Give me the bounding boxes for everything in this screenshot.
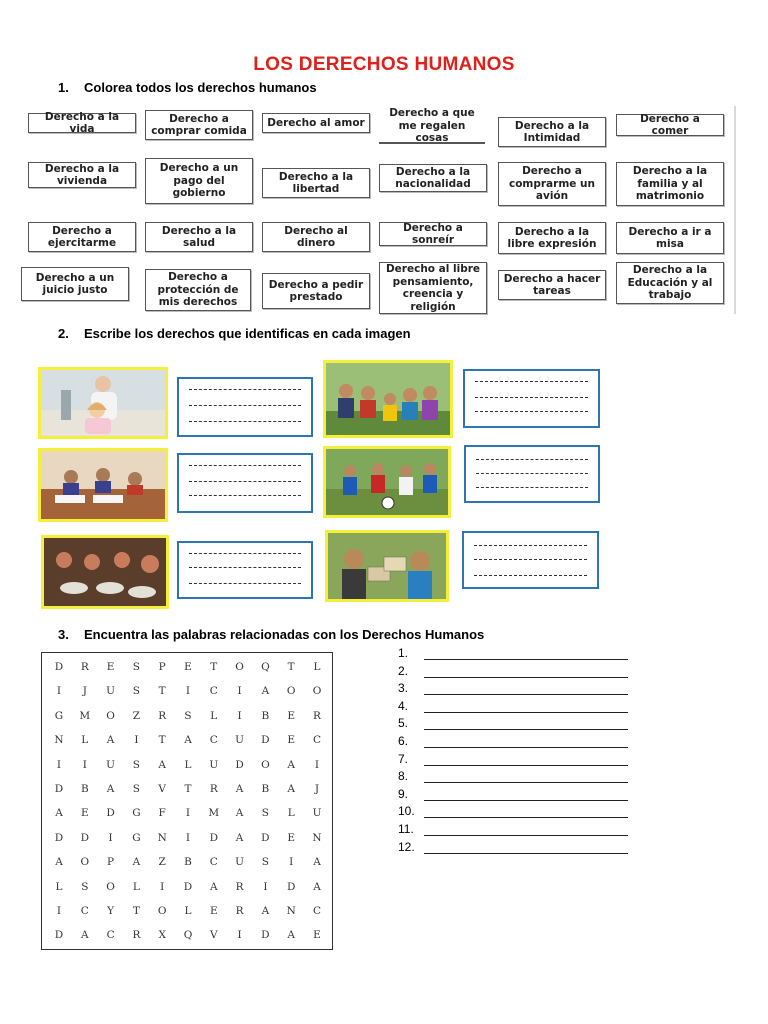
right-card[interactable]: Derecho a la Educación y al trabajo xyxy=(616,262,724,304)
word-search-letter[interactable]: O xyxy=(106,880,115,893)
answer-blank-line[interactable] xyxy=(424,677,628,678)
word-search-letter[interactable]: R xyxy=(235,880,244,893)
word-search-row xyxy=(42,685,332,709)
rights-panel xyxy=(18,106,736,314)
section-1-title xyxy=(58,80,317,95)
word-search-letter[interactable]: D xyxy=(80,831,89,844)
word-search-letter[interactable]: Y xyxy=(107,905,115,917)
answer-blank-line[interactable] xyxy=(424,782,628,783)
word-search-letter[interactable]: C xyxy=(106,929,115,942)
word-search-letter[interactable]: B xyxy=(184,856,192,869)
right-card[interactable]: Derecho a ir a misa xyxy=(616,222,724,254)
section-2-text: Escribe los derechos que identificas en cada imagen xyxy=(84,326,411,341)
answer-number: 11. xyxy=(398,822,414,836)
word-search-letter[interactable]: B xyxy=(261,709,270,722)
answer-box-6[interactable] xyxy=(462,531,599,589)
word-search-letter[interactable]: A xyxy=(106,783,115,795)
word-search-letter[interactable]: I xyxy=(56,685,62,698)
word-search-letter[interactable]: O xyxy=(157,905,167,917)
word-search-letter[interactable]: E xyxy=(313,929,321,942)
section-1-number: 1. xyxy=(58,80,69,95)
word-search-letter[interactable]: T xyxy=(184,783,192,795)
word-search-letter[interactable]: I xyxy=(314,758,320,771)
page-title: LOS DERECHOS HUMANOS xyxy=(253,54,515,75)
word-search-letter[interactable]: U xyxy=(106,685,116,698)
right-card[interactable]: Derecho al amor xyxy=(262,113,370,133)
word-search-letter[interactable]: X xyxy=(158,929,166,942)
word-search-letter[interactable]: D xyxy=(106,807,115,820)
playing-football-photo xyxy=(323,446,451,518)
word-search-letter[interactable]: L xyxy=(287,807,295,820)
word-search-letter[interactable]: N xyxy=(54,734,64,747)
word-search-letter[interactable]: Q xyxy=(183,929,193,942)
classroom-photo xyxy=(38,448,168,522)
right-card[interactable]: Derecho a la libre expresión xyxy=(498,222,606,254)
answer-number: 2. xyxy=(398,663,409,678)
answer-blank-line[interactable] xyxy=(424,817,628,818)
word-search-letter[interactable]: I xyxy=(237,929,242,942)
word-search-letter[interactable]: S xyxy=(261,856,269,869)
answer-number: 6. xyxy=(398,734,409,748)
answer-box-4[interactable] xyxy=(464,445,600,503)
right-card[interactable]: Derecho al libre pensamiento, creencia y religión xyxy=(379,262,487,314)
word-search-letter[interactable]: I xyxy=(263,880,268,893)
right-card[interactable]: Derecho a un pago del gobierno xyxy=(145,158,253,204)
word-search-row xyxy=(42,881,332,905)
section-3-number: 3. xyxy=(58,627,69,642)
word-search-letter[interactable]: L xyxy=(132,880,140,893)
word-search-letter[interactable]: D xyxy=(54,929,64,942)
word-search-letter[interactable]: E xyxy=(209,905,218,917)
word-search-row xyxy=(42,661,332,685)
word-search-letter[interactable]: L xyxy=(81,734,89,747)
word-search-letter[interactable]: M xyxy=(208,807,220,820)
word-search-letter[interactable]: U xyxy=(106,758,116,771)
answer-number: 9. xyxy=(398,786,409,801)
word-search-letter[interactable]: T xyxy=(158,734,166,747)
word-search-letter[interactable]: Z xyxy=(158,856,166,869)
word-search-letter[interactable]: I xyxy=(134,734,139,747)
right-card[interactable]: Derecho a comprar comida xyxy=(145,110,253,140)
word-search-letter[interactable]: Q xyxy=(261,661,270,673)
right-card[interactable]: Derecho a pedir prestado xyxy=(262,273,370,309)
answer-blank-line[interactable] xyxy=(424,659,628,660)
word-search-letter[interactable]: S xyxy=(132,783,140,795)
right-card[interactable]: Derecho a un juicio justo xyxy=(21,267,129,301)
section-1-text: Colorea todos los derechos humanos xyxy=(84,80,317,95)
word-search-letter[interactable]: A xyxy=(261,685,270,698)
section-2-title xyxy=(58,326,411,341)
word-search-letter[interactable]: R xyxy=(235,905,244,917)
word-search-letter[interactable]: I xyxy=(237,685,242,698)
section-3-text: Encuentra las palabras relacionadas con los Derechos Humanos xyxy=(84,627,485,642)
word-search-letter[interactable]: T xyxy=(158,685,166,698)
answer-number: 3. xyxy=(398,681,409,696)
answer-box-3[interactable] xyxy=(177,453,313,513)
word-search-letter[interactable]: L xyxy=(184,905,192,917)
word-search-letter[interactable]: P xyxy=(107,856,115,869)
word-search-letter[interactable]: B xyxy=(261,783,270,795)
word-search-letter[interactable]: T xyxy=(287,661,295,673)
answer-box-1[interactable] xyxy=(177,377,313,437)
right-card[interactable]: Derecho a sonreír xyxy=(379,222,487,246)
answer-blank-line[interactable] xyxy=(424,712,628,713)
answer-blank-line[interactable] xyxy=(424,747,628,748)
word-search-row xyxy=(42,759,332,783)
word-search-letter[interactable]: D xyxy=(286,880,296,893)
word-search-letter[interactable]: L xyxy=(55,880,63,893)
word-search-letter[interactable]: C xyxy=(209,856,218,869)
word-search-letter[interactable]: I xyxy=(56,905,62,917)
word-search-letter[interactable]: C xyxy=(209,734,218,747)
word-search-letter[interactable]: N xyxy=(312,831,322,844)
word-search-row xyxy=(42,734,332,758)
word-search-letter[interactable]: S xyxy=(184,709,192,722)
family-photo xyxy=(323,360,453,438)
word-search-row xyxy=(42,905,332,929)
word-search-letter[interactable]: O xyxy=(106,709,115,722)
word-search-letter[interactable]: A xyxy=(287,783,295,795)
word-search-letter[interactable]: N xyxy=(157,831,167,844)
word-search-letter[interactable]: Z xyxy=(132,709,141,722)
answer-blank-line[interactable] xyxy=(424,853,628,854)
right-card[interactable]: Derecho a la vida xyxy=(28,113,136,133)
word-search-letter[interactable]: C xyxy=(209,685,218,698)
word-search-letter[interactable]: A xyxy=(184,734,192,747)
word-search-letter[interactable]: D xyxy=(261,734,270,747)
word-search-letter[interactable]: R xyxy=(132,929,141,942)
word-search-letter[interactable]: V xyxy=(158,783,166,795)
word-search-letter[interactable]: D xyxy=(54,783,64,795)
word-search-letter[interactable]: S xyxy=(132,685,140,698)
right-card[interactable]: Derecho a comprarme un avión xyxy=(498,162,606,206)
word-search-letter[interactable]: I xyxy=(82,758,87,771)
answer-box-5[interactable] xyxy=(177,541,313,599)
word-search-letter[interactable]: C xyxy=(312,734,322,747)
word-search-letter[interactable]: U xyxy=(235,734,245,747)
word-search-letter[interactable]: S xyxy=(261,807,269,820)
answer-number: 8. xyxy=(398,769,409,784)
word-search-letter[interactable]: N xyxy=(286,905,296,917)
word-search-letter[interactable]: I xyxy=(56,758,62,771)
word-search-letter[interactable]: A xyxy=(313,880,321,893)
right-card[interactable]: Derecho a que me regalen cosas xyxy=(379,110,485,144)
right-card[interactable]: Derecho a la vivienda xyxy=(28,162,136,188)
word-search-row xyxy=(42,710,332,734)
answer-blank-line[interactable] xyxy=(424,835,628,836)
word-search-letter[interactable]: A xyxy=(235,807,244,820)
answer-box-2[interactable] xyxy=(463,369,600,428)
word-search-row xyxy=(42,807,332,831)
word-search-letter[interactable]: O xyxy=(312,685,322,698)
word-search-letter[interactable]: D xyxy=(235,758,244,771)
word-search-letter[interactable]: A xyxy=(261,905,270,917)
word-search-letter[interactable]: D xyxy=(261,929,270,942)
word-search-letter[interactable]: I xyxy=(237,709,242,722)
word-search-letter[interactable]: A xyxy=(106,734,115,747)
word-search-letter[interactable]: C xyxy=(312,905,322,917)
answer-blank-line[interactable] xyxy=(424,800,628,801)
word-search-letter[interactable]: C xyxy=(80,905,89,917)
word-search-letter[interactable]: S xyxy=(132,661,140,673)
word-search-letter[interactable]: D xyxy=(261,831,270,844)
word-search-letter[interactable]: I xyxy=(185,685,191,698)
word-search-letter[interactable]: A xyxy=(287,758,295,771)
answer-number: 4. xyxy=(398,698,409,713)
dentist-photo xyxy=(38,367,168,439)
word-search-letter[interactable]: E xyxy=(184,661,192,673)
right-card[interactable]: Derecho a comer xyxy=(616,114,724,136)
word-search-letter[interactable]: A xyxy=(313,856,321,869)
word-search-letter[interactable]: I xyxy=(108,831,113,844)
word-search-letter[interactable]: J xyxy=(314,783,320,795)
right-card[interactable]: Derecho a protección de mis derechos xyxy=(145,269,251,311)
word-search-letter[interactable]: D xyxy=(183,880,193,893)
answer-number: 5. xyxy=(398,716,409,731)
word-search-letter[interactable]: L xyxy=(210,709,218,722)
eating-photo xyxy=(41,535,169,609)
word-search-letter[interactable]: L xyxy=(184,758,192,771)
word-search-letter[interactable]: A xyxy=(81,929,89,942)
right-card[interactable]: Derecho a la salud xyxy=(145,222,253,252)
word-search-letter[interactable]: S xyxy=(132,758,140,771)
word-search-letter[interactable]: O xyxy=(235,661,244,673)
word-search-letter[interactable]: I xyxy=(289,856,294,869)
word-search-letter[interactable]: A xyxy=(210,880,218,893)
answer-blank-line[interactable] xyxy=(424,729,628,730)
word-search-letter[interactable]: G xyxy=(54,709,64,722)
word-search-letter[interactable]: J xyxy=(82,685,87,698)
word-search-letter[interactable]: R xyxy=(80,661,89,673)
right-card[interactable]: Derecho a la familia y al matrimonio xyxy=(616,162,724,206)
word-search-letter[interactable]: G xyxy=(132,807,141,820)
word-search-letter[interactable]: L xyxy=(313,661,321,673)
section-3-title xyxy=(58,627,484,642)
answer-blank-line[interactable] xyxy=(424,765,628,766)
word-search-row xyxy=(42,832,332,856)
word-search-letter[interactable]: O xyxy=(286,685,296,698)
word-search-letter[interactable]: B xyxy=(80,783,89,795)
section-2-number: 2. xyxy=(58,326,69,341)
answer-blank-line[interactable] xyxy=(424,694,628,695)
word-search-row xyxy=(42,783,332,807)
word-search-letter[interactable]: R xyxy=(313,709,321,722)
word-search-letter[interactable]: A xyxy=(158,758,166,771)
word-search-letter[interactable]: U xyxy=(209,758,219,771)
word-search-letter[interactable]: O xyxy=(261,758,270,771)
word-search-letter[interactable]: I xyxy=(160,880,165,893)
word-search-letter[interactable]: E xyxy=(80,807,89,820)
word-search-letter[interactable]: D xyxy=(209,831,218,844)
answer-number: 7. xyxy=(398,751,409,766)
word-search-letter[interactable]: R xyxy=(209,783,218,795)
word-search-letter[interactable]: U xyxy=(235,856,245,869)
right-card[interactable]: Derecho al dinero xyxy=(262,222,370,252)
word-search-letter[interactable]: T xyxy=(210,661,218,673)
word-search-letter[interactable]: P xyxy=(158,661,166,673)
word-search-letter[interactable]: I xyxy=(185,807,191,820)
word-search-letter[interactable]: T xyxy=(132,905,140,917)
word-search-letter[interactable]: D xyxy=(54,661,64,673)
word-search-letter[interactable]: A xyxy=(235,783,244,795)
word-search-letter[interactable]: A xyxy=(235,831,244,844)
right-card[interactable]: Derecho a la libertad xyxy=(262,168,370,198)
word-search-grid[interactable] xyxy=(41,652,333,950)
word-search-letter[interactable]: A xyxy=(55,807,63,820)
word-search-letter[interactable]: U xyxy=(312,807,322,820)
word-search-letter[interactable]: V xyxy=(210,929,218,942)
word-search-letter[interactable]: G xyxy=(132,831,141,844)
word-search-letter[interactable]: O xyxy=(80,856,90,869)
word-search-letter[interactable]: S xyxy=(81,880,89,893)
word-search-letter[interactable]: A xyxy=(55,856,63,869)
word-search-letter[interactable]: M xyxy=(79,709,91,722)
word-search-row xyxy=(42,929,332,953)
answer-number: 12. xyxy=(398,839,415,854)
word-search-letter[interactable]: D xyxy=(54,831,64,844)
answer-number: 1. xyxy=(398,646,409,660)
word-search-letter[interactable]: E xyxy=(287,734,296,747)
word-search-letter[interactable]: A xyxy=(132,856,141,869)
word-search-letter[interactable]: E xyxy=(106,661,115,673)
word-search-letter[interactable]: I xyxy=(185,831,191,844)
word-search-letter[interactable]: R xyxy=(158,709,167,722)
right-card[interactable]: Derecho a la nacionalidad xyxy=(379,164,487,192)
right-card[interactable]: Derecho a la Intimidad xyxy=(498,117,606,147)
right-card[interactable]: Derecho a ejercitarme xyxy=(28,222,136,252)
word-search-letter[interactable]: E xyxy=(287,831,296,844)
word-search-row xyxy=(42,856,332,880)
answer-number: 10. xyxy=(398,804,415,819)
word-search-letter[interactable]: A xyxy=(287,929,295,942)
word-search-letter[interactable]: E xyxy=(287,709,296,722)
id-cards-photo xyxy=(325,530,449,602)
word-search-letter[interactable]: F xyxy=(158,807,166,820)
right-card[interactable]: Derecho a hacer tareas xyxy=(498,270,606,300)
